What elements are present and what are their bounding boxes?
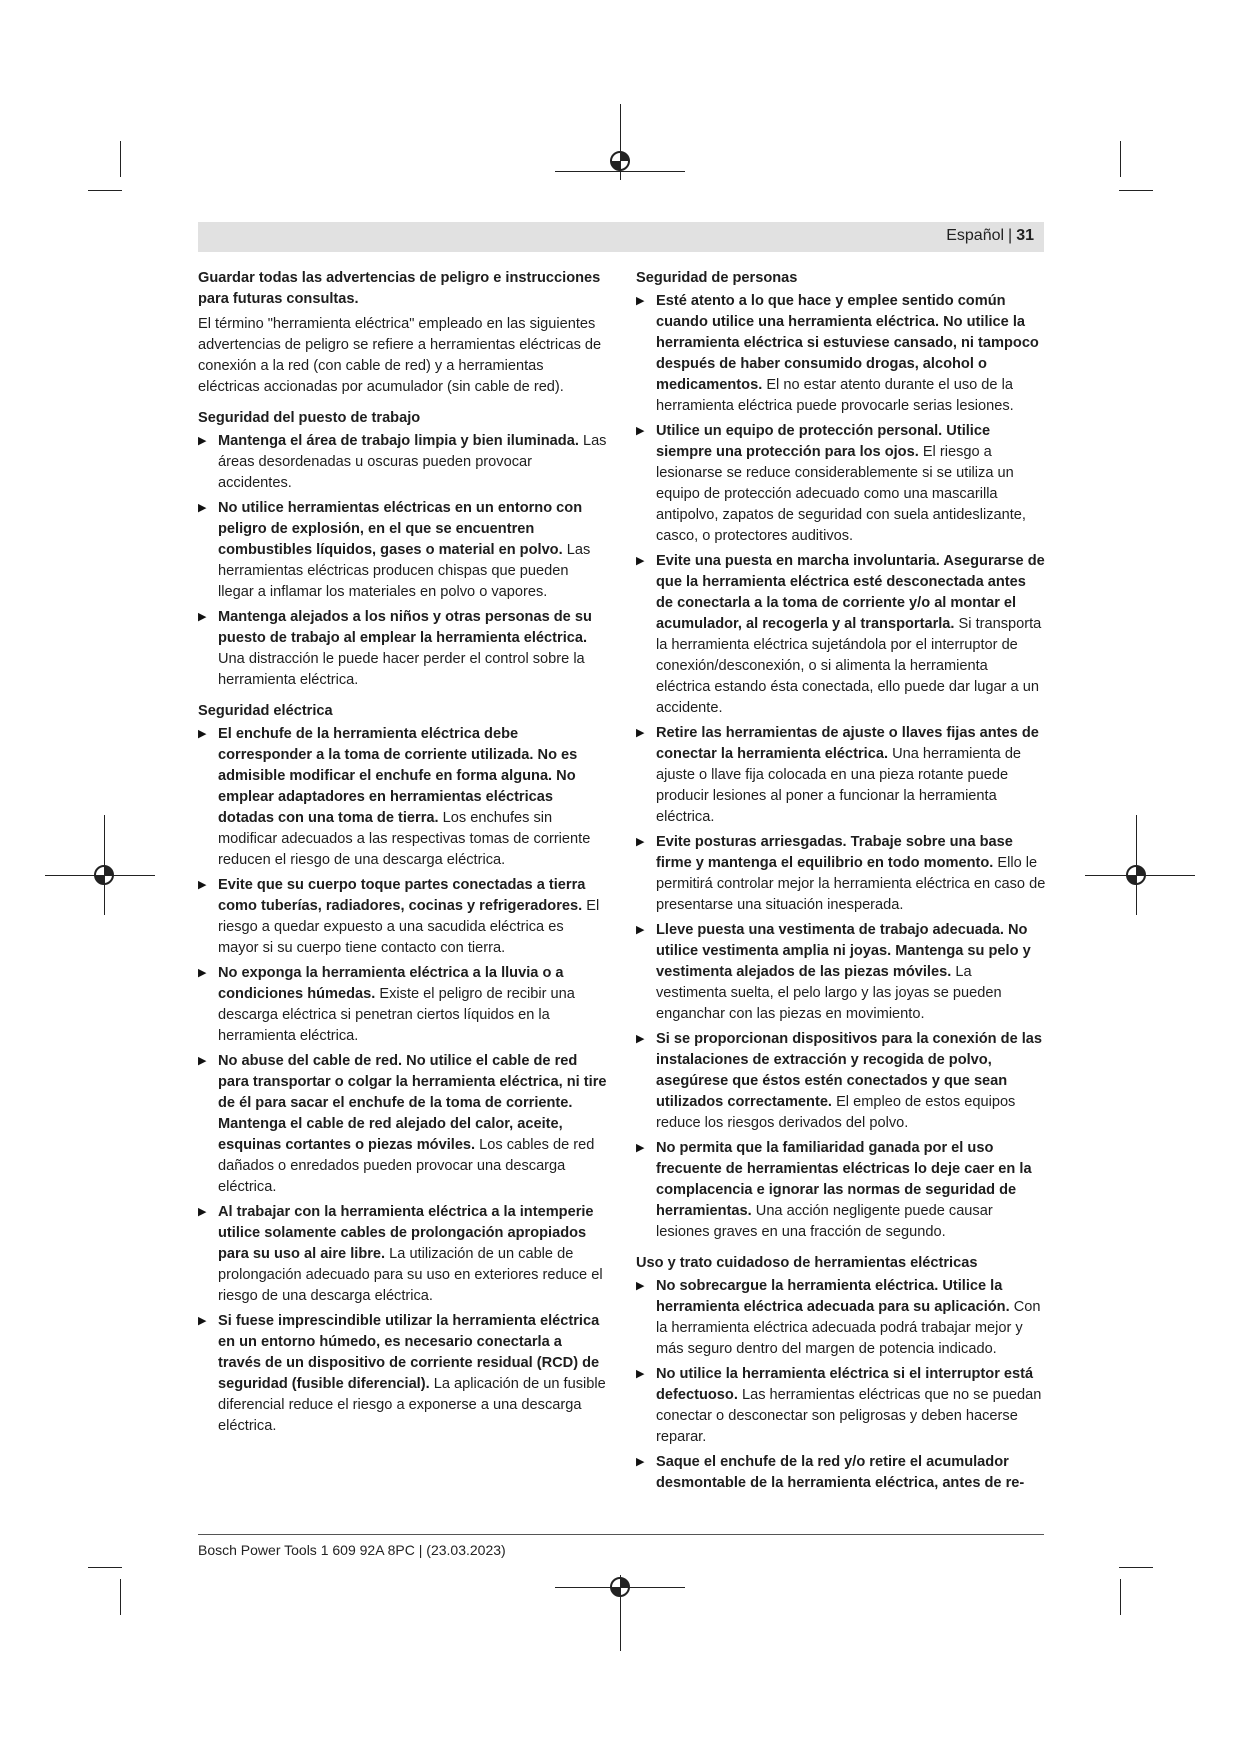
left-column (198, 268, 608, 1441)
triangle-right-icon: ▶ (636, 727, 645, 739)
list-item (636, 723, 1046, 828)
item-bold-text: Evite posturas arriesgadas. Trabaje sobre una base firme y mantenga el equilibrio en todo momento. (656, 834, 1013, 871)
footer-text: Bosch Power Tools 1 609 92A 8PC | (23.03.2023) (198, 1542, 506, 1558)
item-text: Si transporta la herramienta eléctrica sujetándola por el interruptor de conexión/desconexión, o si alimenta la herramienta eléctrica estando ésta conectada, ello puede dar lugar a un accidente. (656, 616, 1042, 716)
item-text: Los enchufes sin modificar adecuados a las respectivas tomas de corriente reducen el riesgo de una descarga eléctrica. (218, 810, 591, 868)
item-bold-text: Evite una puesta en marcha involuntaria. Asegurarse de que la herramienta eléctrica esté desconectada antes de conectarla a la toma de corriente y/o al montar el acumulador, al recogerla y al transportarla. (656, 553, 1045, 632)
item-text: La vestimenta suelta, el pelo largo y las joyas se pueden enganchar con las piezas en movimiento. (656, 964, 1002, 1022)
crop-mark (120, 141, 121, 177)
warning-list (636, 1276, 1046, 1494)
item-text: El empleo de estos equipos reduce los riesgos derivados del polvo. (656, 1094, 1016, 1131)
item-bold-text: No utilice herramientas eléctricas en un entorno con peligro de explosión, en el que se encuentren combustibles líquidos, gases o material en polvo. (218, 500, 583, 558)
triangle-right-icon: ▶ (198, 1206, 207, 1218)
list-item (636, 1364, 1046, 1448)
intro-heading: Guardar todas las advertencias de peligro e instrucciones para futuras consultas. (198, 270, 601, 307)
crop-mark (1120, 141, 1121, 177)
list-item (636, 421, 1046, 547)
triangle-right-icon: ▶ (636, 836, 645, 848)
list-item (198, 875, 608, 959)
warning-list (636, 291, 1046, 1243)
item-text: Las áreas desordenadas u oscuras pueden provocar accidentes. (218, 433, 607, 491)
triangle-right-icon: ▶ (636, 1142, 645, 1154)
crop-mark (1120, 1579, 1121, 1615)
list-item (636, 1029, 1046, 1134)
triangle-right-icon: ▶ (636, 1368, 645, 1380)
list-item (198, 1311, 608, 1437)
item-text: La aplicación de un fusible diferencial reduce el riesgo a exponerse a una descarga eléctrica. (218, 1376, 606, 1434)
section-heading: Seguridad eléctrica (198, 703, 333, 719)
item-bold-text: No utilice la herramienta eléctrica si el interruptor está defectuoso. (656, 1366, 1034, 1403)
item-text: El no estar atento durante el uso de la herramienta eléctrica puede provocarle serias lesiones. (656, 377, 1014, 414)
triangle-right-icon: ▶ (198, 1315, 207, 1327)
crop-mark (1119, 1567, 1153, 1568)
triangle-right-icon: ▶ (198, 435, 207, 447)
item-bold-text: Saque el enchufe de la red y/o retire el acumulador desmontable de la herramienta eléctrica, antes de re- (656, 1454, 1025, 1491)
item-text: Existe el peligro de recibir una descarga eléctrica si penetran ciertos líquidos en la herramienta eléctrica. (218, 986, 575, 1044)
crop-mark (88, 1567, 122, 1568)
page-number: 31 (1016, 227, 1034, 244)
intro-text: El término "herramienta eléctrica" empleado en las siguientes advertencias de peligro se refiere a herramientas eléctricas de conexión a la red (con cable de red) y a herramientas eléctricas accionadas por acumulador (sin cable de red). (198, 316, 602, 395)
triangle-right-icon: ▶ (198, 611, 207, 623)
item-bold-text: Si se proporcionan dispositivos para la conexión de las instalaciones de extracción y recogida de polvo, asegúrese que éstos estén conectados y que sean utilizados correctamente. (656, 1031, 1043, 1110)
right-sections (636, 268, 1046, 1494)
list-item (198, 431, 608, 494)
crop-mark (88, 190, 122, 191)
page-header (198, 222, 1044, 252)
item-bold-text: No sobrecargue la herramienta eléctrica. Utilice la herramienta eléctrica adecuada para su aplicación. (656, 1278, 1010, 1315)
triangle-right-icon: ▶ (636, 425, 645, 437)
item-text: Las herramientas eléctricas producen chispas que pueden llegar a inflamar los materiales en polvo o vapores. (218, 542, 591, 600)
item-text: Con la herramienta eléctrica adecuada podrá trabajar mejor y más seguro dentro del margen de potencia indicado. (656, 1299, 1041, 1357)
list-item (636, 291, 1046, 417)
footer-divider (198, 1534, 1044, 1535)
warning-list (198, 724, 608, 1437)
item-bold-text: Si fuese imprescindible utilizar la herramienta eléctrica en un entorno húmedo, es necesario conectarla a través de un dispositivo de corriente residual (RCD) de seguridad (fusible diferencial). (218, 1313, 600, 1392)
header-text (946, 227, 1034, 245)
triangle-right-icon: ▶ (636, 295, 645, 307)
list-item (636, 1276, 1046, 1360)
left-sections (198, 408, 608, 1437)
section-heading: Uso y trato cuidadoso de herramientas eléctricas (636, 1255, 978, 1271)
triangle-right-icon: ▶ (636, 1033, 645, 1045)
right-column (636, 268, 1046, 1498)
section-heading: Seguridad del puesto de trabajo (198, 410, 421, 426)
item-text: El riesgo a lesionarse se reduce considerablemente si se utiliza un equipo de protección adecuado como una mascarilla antipolvo, zapatos de seguridad con suela antideslizante, casco, o protectores auditivos. (656, 444, 1026, 544)
list-item (636, 1452, 1046, 1494)
crosshair-icon (606, 147, 634, 175)
item-bold-text: Lleve puesta una vestimenta de trabajo adecuada. No utilice vestimenta amplia ni joyas. Mantenga su pelo y vestimenta alejados de las piezas móviles. (656, 922, 1031, 980)
crosshair-icon (1122, 861, 1150, 889)
header-language: Español (946, 227, 1005, 244)
list-item (198, 1202, 608, 1307)
item-text: El riesgo a quedar expuesto a una sacudida eléctrica es mayor si su cuerpo tiene contacto con tierra. (218, 898, 600, 956)
item-text: Una herramienta de ajuste o llave fija colocada en una pieza rotante puede producir lesiones al poner a funcionar la herramienta eléctrica. (656, 746, 1022, 825)
list-item (198, 607, 608, 691)
triangle-right-icon: ▶ (636, 1456, 645, 1468)
triangle-right-icon: ▶ (636, 1280, 645, 1292)
item-bold-text: Retire las herramientas de ajuste o llaves fijas antes de conectar la herramienta eléctrica. (656, 725, 1039, 762)
crosshair-icon (90, 861, 118, 889)
triangle-right-icon: ▶ (198, 502, 207, 514)
list-item (198, 1051, 608, 1198)
list-item (198, 963, 608, 1047)
triangle-right-icon: ▶ (198, 879, 207, 891)
item-bold-text: No abuse del cable de red. No utilice el cable de red para transportar o colgar la herramienta eléctrica, ni tire de él para sacar el enchufe de la toma de corriente. Mantenga el cable de red alejado del calor, aceite, esquinas cortantes o piezas móviles. (218, 1053, 607, 1153)
item-text: Una distracción le puede hacer perder el control sobre la herramienta eléctrica. (218, 651, 585, 688)
item-bold-text: Esté atento a lo que hace y emplee sentido común cuando utilice una herramienta eléctrica. No utilice la herramienta eléctrica si estuviese cansado, ni tampoco después de haber consumido drogas, alcohol o medicamentos. (656, 293, 1039, 393)
item-text: Una acción negligente puede causar lesiones graves en una fracción de segundo. (656, 1203, 993, 1240)
list-item (198, 724, 608, 871)
warning-list (198, 431, 608, 691)
item-bold-text: Al trabajar con la herramienta eléctrica a la intemperie utilice solamente cables de prolongación apropiados para su uso al aire libre. (218, 1204, 594, 1262)
item-bold-text: El enchufe de la herramienta eléctrica debe corresponder a la toma de corriente utilizada. No es admisible modificar el enchufe en forma alguna. No emplear adaptadores en herramientas eléctricas dotadas con una toma de tierra. (218, 726, 578, 826)
item-text: Ello le permitirá controlar mejor la herramienta eléctrica en caso de presentarse una situación inesperada. (656, 855, 1046, 913)
item-bold-text: Utilice un equipo de protección personal. Utilice siempre una protección para los ojos. (656, 423, 991, 460)
triangle-right-icon: ▶ (198, 728, 207, 740)
list-item (636, 1138, 1046, 1243)
list-item (636, 551, 1046, 719)
item-bold-text: No exponga la herramienta eléctrica a la lluvia o a condiciones húmedas. (218, 965, 564, 1002)
section-heading: Seguridad de personas (636, 270, 798, 286)
item-bold-text: No permita que la familiaridad ganada por el uso frecuente de herramientas eléctricas lo deje caer en la complacencia e ignorar las normas de seguridad de herramientas. (656, 1140, 1032, 1219)
list-item (636, 832, 1046, 916)
item-text: Los cables de red dañados o enredados pueden provocar una descarga eléctrica. (218, 1137, 595, 1195)
item-text: La utilización de un cable de prolongación adecuado para su uso en exteriores reduce el riesgo de una descarga eléctrica. (218, 1246, 603, 1304)
crop-mark (1119, 190, 1153, 191)
item-text: Las herramientas eléctricas que no se puedan conectar o desconectar son peligrosas y deben hacerse reparar. (656, 1387, 1042, 1445)
list-item (636, 920, 1046, 1025)
triangle-right-icon: ▶ (636, 555, 645, 567)
triangle-right-icon: ▶ (198, 967, 207, 979)
header-separator: | (1008, 227, 1013, 244)
item-bold-text: Mantenga el área de trabajo limpia y bien iluminada. (218, 433, 579, 449)
triangle-right-icon: ▶ (198, 1055, 207, 1067)
crosshair-icon (606, 1573, 634, 1601)
item-bold-text: Mantenga alejados a los niños y otras personas de su puesto de trabajo al emplear la herramienta eléctrica. (218, 609, 592, 646)
item-bold-text: Evite que su cuerpo toque partes conectadas a tierra como tuberías, radiadores, cocinas y refrigeradores. (218, 877, 586, 914)
crop-mark (120, 1579, 121, 1615)
triangle-right-icon: ▶ (636, 924, 645, 936)
list-item (198, 498, 608, 603)
